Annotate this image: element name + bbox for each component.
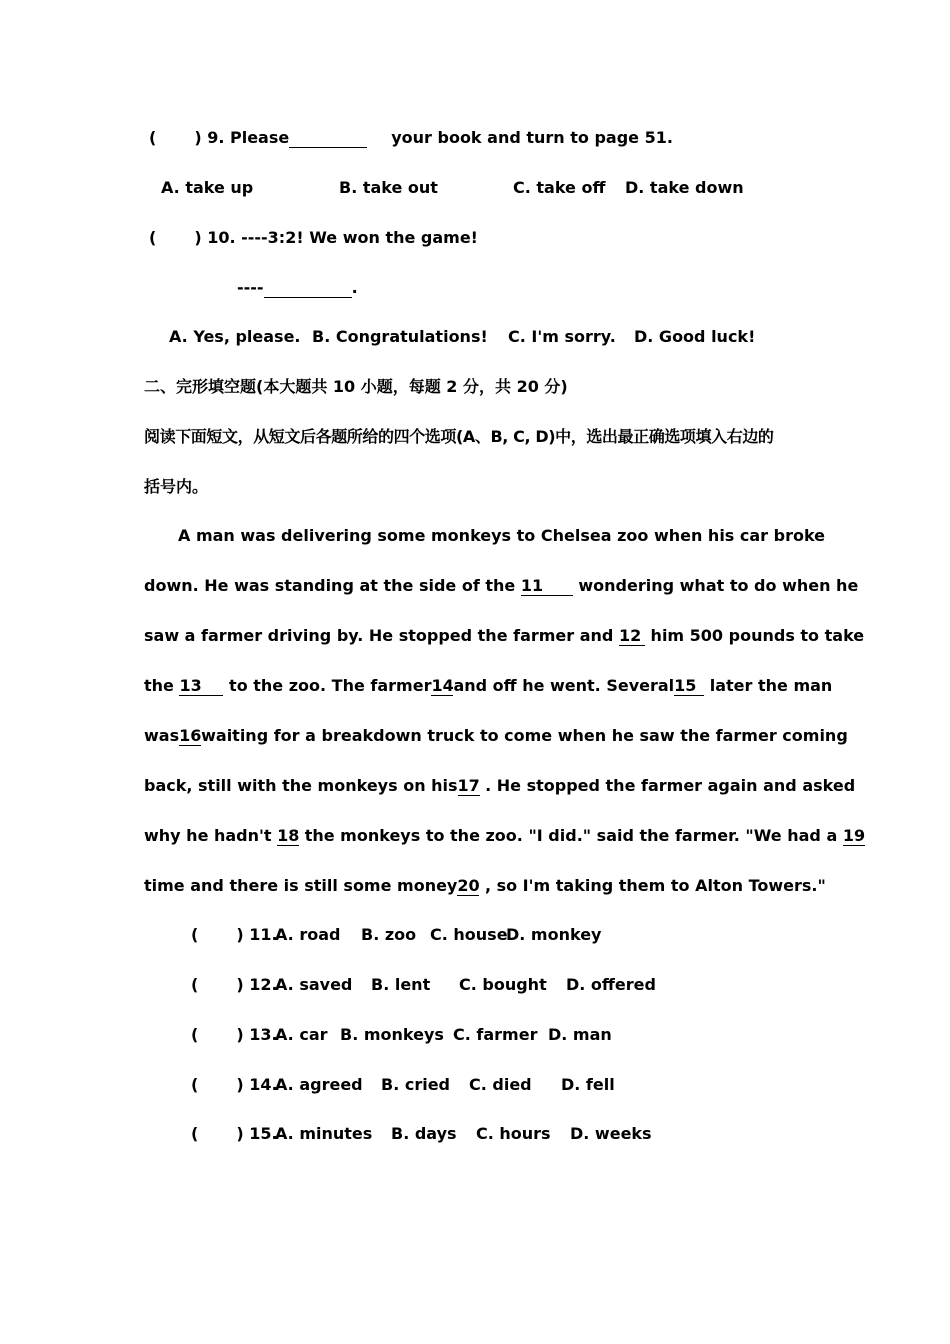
q10-reply [237, 278, 358, 298]
q10-reply-suffix: . [351, 278, 358, 297]
q10-paren: ( [149, 228, 157, 247]
blank-12[interactable]: 12 [619, 627, 645, 646]
section-title: 二、完形填空题(本大题共 10 小题，每题 2 分，共 20 分) [144, 377, 568, 396]
q11-option-c: C. house [430, 925, 508, 944]
question-11: ( ) 11. [191, 925, 278, 944]
q12-option-b: B. lent [371, 975, 431, 994]
q12-option-c: C. bought [459, 975, 547, 994]
q10-stem [149, 228, 478, 248]
q9-stem-prefix: ) 9. Please [194, 128, 290, 147]
q9-option-b: B. take out [339, 178, 438, 197]
passage-line-7: why he hadn't 18 the monkeys to the zoo. "I did." said the farmer. "We had a 19 [144, 826, 866, 845]
q13-option-c: C. farmer [453, 1025, 538, 1044]
passage-line-6: back, still with the monkeys on his17 . He stopped the farmer again and asked [144, 776, 856, 795]
q9-option-a: A. take up [161, 178, 254, 197]
q15-option-d: D. weeks [570, 1124, 652, 1143]
blank-19[interactable]: 19 [842, 826, 866, 845]
question-15: ( ) 15. [191, 1124, 278, 1143]
passage-line-3: saw a farmer driving by. He stopped the farmer and 12 him 500 pounds to take [144, 626, 865, 645]
passage-line-1: A man was delivering some monkeys to Chelsea zoo when his car broke [178, 526, 826, 545]
q10-reply-prefix: ---- [237, 278, 264, 297]
q14-option-a: A. agreed [275, 1075, 363, 1094]
passage-line-4: the 13 to the zoo. The farmer14and off he went. Several15 later the man [144, 676, 833, 695]
q13-option-a: A. car [275, 1025, 328, 1044]
q15-option-b: B. days [391, 1124, 457, 1143]
q9-paren: ( [149, 128, 157, 147]
q10-option-b: B. Congratulations! [312, 327, 488, 346]
question-14: ( ) 14. [191, 1075, 278, 1094]
blank-15[interactable]: 15 [674, 677, 704, 696]
q9-stem [149, 128, 673, 148]
q10-option-c: C. I'm sorry. [508, 327, 616, 346]
passage-line-8: time and there is still some money20 , so I'm taking them to Alton Towers." [144, 876, 826, 895]
blank-11[interactable]: 11 [521, 577, 573, 596]
section-instruction-line2: 括号内。 [144, 477, 209, 496]
q12-option-d: D. offered [566, 975, 656, 994]
q9-option-d: D. take down [625, 178, 744, 197]
q13-option-b: B. monkeys [340, 1025, 444, 1044]
q10-stem-text: ) 10. ----3:2! We won the game! [194, 228, 478, 247]
q11-option-a: A. road [275, 925, 341, 944]
q14-option-d: D. fell [561, 1075, 615, 1094]
q9-stem-suffix: your book and turn to page 51. [391, 128, 673, 147]
q10-answer-blank[interactable] [264, 279, 352, 298]
section-instruction-line1: 阅读下面短文，从短文后各题所给的四个选项(A、B, C, D)中，选出最正确选项填入右边的 [144, 427, 774, 446]
blank-14[interactable]: 14 [431, 676, 454, 695]
q15-option-a: A. minutes [275, 1124, 373, 1143]
q15-option-c: C. hours [476, 1124, 551, 1143]
q12-option-a: A. saved [275, 975, 353, 994]
passage-line-5: was16waiting for a breakdown truck to come when he saw the farmer coming [144, 726, 848, 745]
q14-option-c: C. died [469, 1075, 532, 1094]
q9-option-c: C. take off [513, 178, 606, 197]
passage-line-2: down. He was standing at the side of the 11 wondering what to do when he [144, 576, 859, 595]
q10-option-d: D. Good luck! [634, 327, 756, 346]
q10-option-a: A. Yes, please. [169, 327, 301, 346]
question-12: ( ) 12. [191, 975, 278, 994]
blank-18[interactable]: 18 [277, 826, 300, 845]
q13-option-d: D. man [548, 1025, 612, 1044]
blank-20[interactable]: 20 [457, 876, 480, 895]
q14-option-b: B. cried [381, 1075, 451, 1094]
blank-16[interactable]: 16 [179, 726, 202, 745]
q11-option-d: D. monkey [506, 925, 602, 944]
question-13: ( ) 13. [191, 1025, 278, 1044]
q11-option-b: B. zoo [361, 925, 417, 944]
blank-17[interactable]: 17 [457, 776, 480, 795]
blank-13[interactable]: 13 [179, 677, 223, 696]
q9-answer-blank[interactable] [289, 129, 367, 148]
